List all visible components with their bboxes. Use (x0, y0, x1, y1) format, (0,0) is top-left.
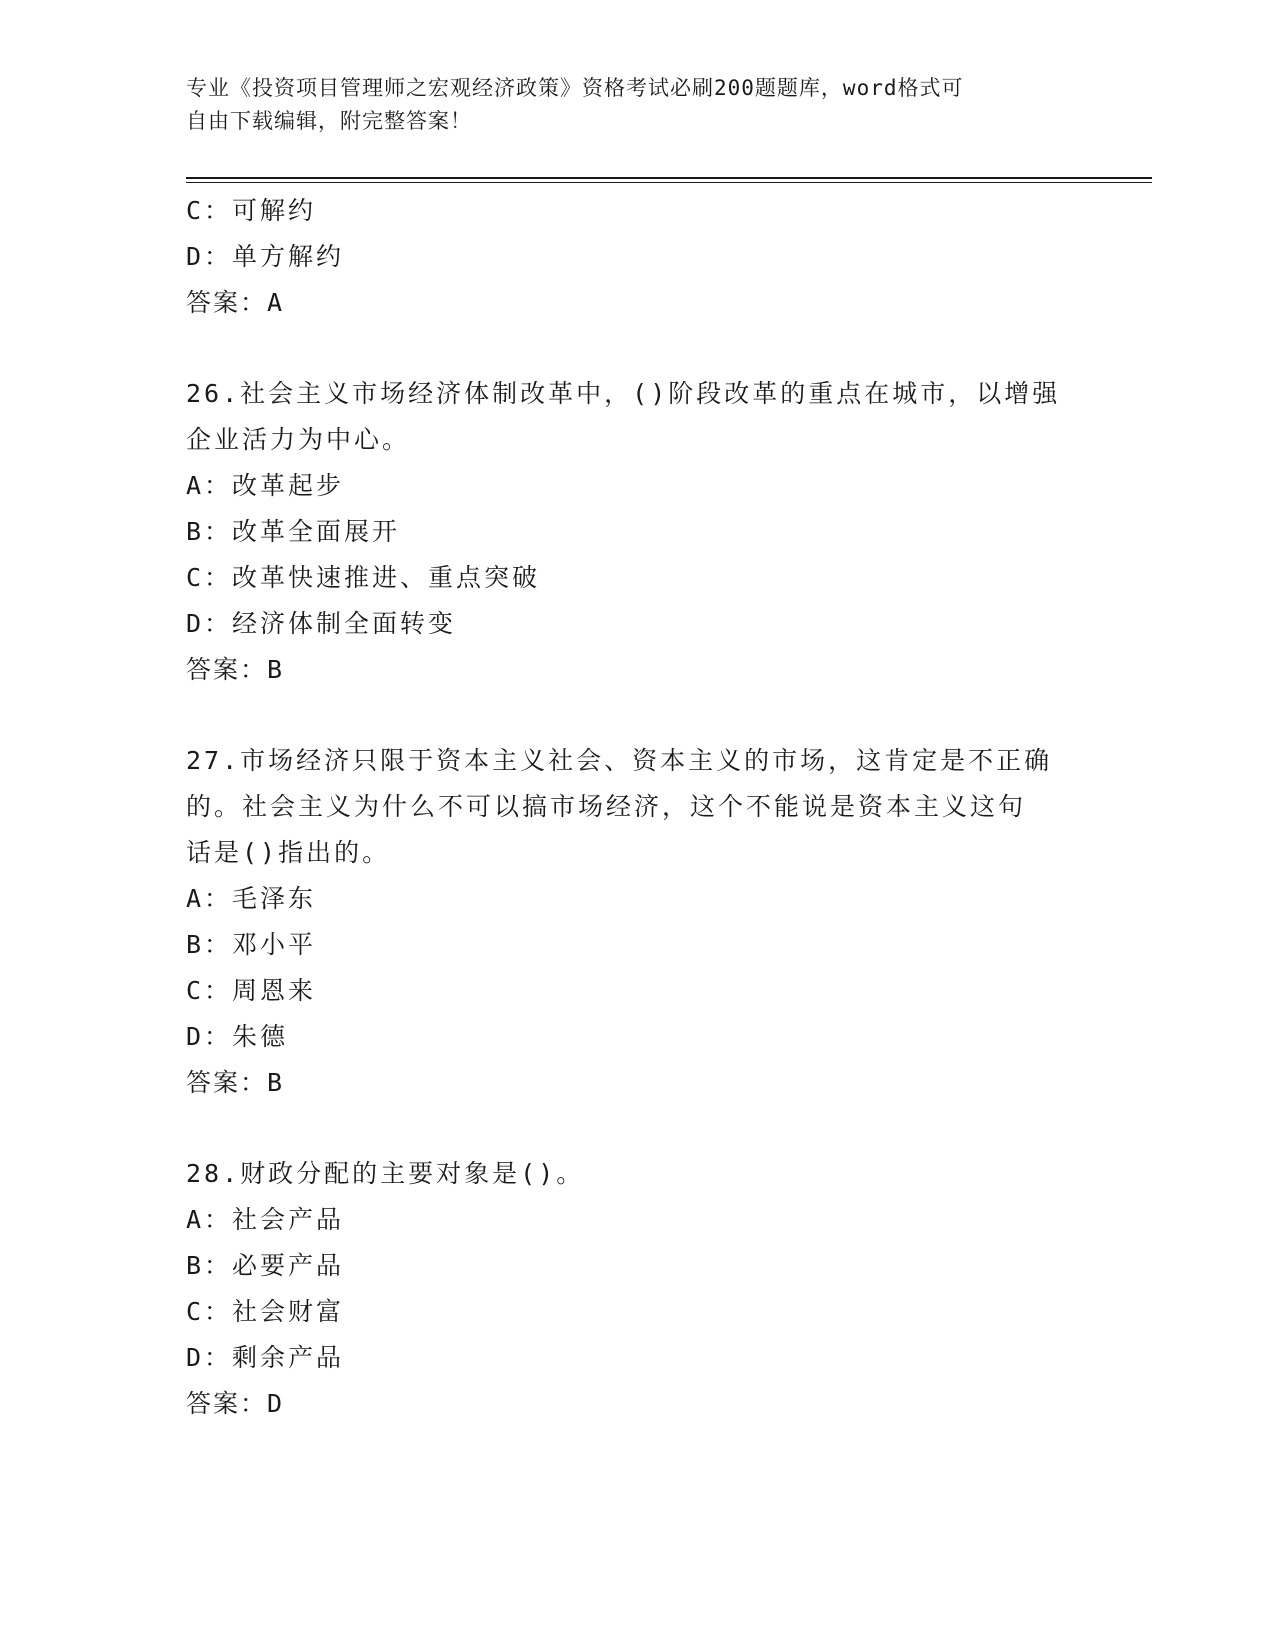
question-block-27 (186, 738, 1086, 1106)
question-text-line: 26.社会主义市场经济体制改革中，()阶段改革的重点在城市，以增强 (186, 379, 1061, 408)
answer-line: 答案：D (186, 1389, 285, 1418)
option-c: C：可解约 (186, 196, 317, 225)
question-text-line: 企业活力为中心。 (186, 425, 411, 454)
header-line-1: 专业《投资项目管理师之宏观经济政策》资格考试必刷200题题库，word格式可 (186, 76, 964, 100)
question-text-line: 的。社会主义为什么不可以搞市场经济，这个不能说是资本主义这句 (186, 792, 1027, 821)
question-content (186, 188, 1086, 1427)
answer-line: 答案：A (186, 288, 285, 317)
option-d: D：单方解约 (186, 242, 345, 271)
option-d: D：剩余产品 (186, 1343, 345, 1372)
option-a: A：社会产品 (186, 1205, 345, 1234)
option-b: B：改革全面展开 (186, 517, 401, 546)
question-block-28 (186, 1151, 1086, 1427)
header-divider (186, 177, 1152, 179)
option-a: A：改革起步 (186, 471, 345, 500)
option-c: C：周恩来 (186, 976, 317, 1005)
document-header (186, 72, 1086, 138)
option-d: D：经济体制全面转变 (186, 609, 457, 638)
option-b: B：必要产品 (186, 1251, 345, 1280)
answer-line: 答案：B (186, 1068, 285, 1097)
option-b: B：邓小平 (186, 930, 317, 959)
header-line-2: 自由下载编辑，附完整答案！ (186, 109, 472, 133)
question-block-26 (186, 371, 1086, 693)
answer-line: 答案：B (186, 655, 285, 684)
prev-question-block (186, 188, 1086, 326)
question-text-line: 话是()指出的。 (186, 838, 391, 867)
header-divider-thin (186, 182, 1152, 183)
option-d: D：朱德 (186, 1022, 289, 1051)
option-a: A：毛泽东 (186, 884, 317, 913)
option-c: C：改革快速推进、重点突破 (186, 563, 541, 592)
question-text-line: 28.财政分配的主要对象是()。 (186, 1159, 585, 1188)
option-c: C：社会财富 (186, 1297, 345, 1326)
question-text-line: 27.市场经济只限于资本主义社会、资本主义的市场，这肯定是不正确 (186, 746, 1053, 775)
